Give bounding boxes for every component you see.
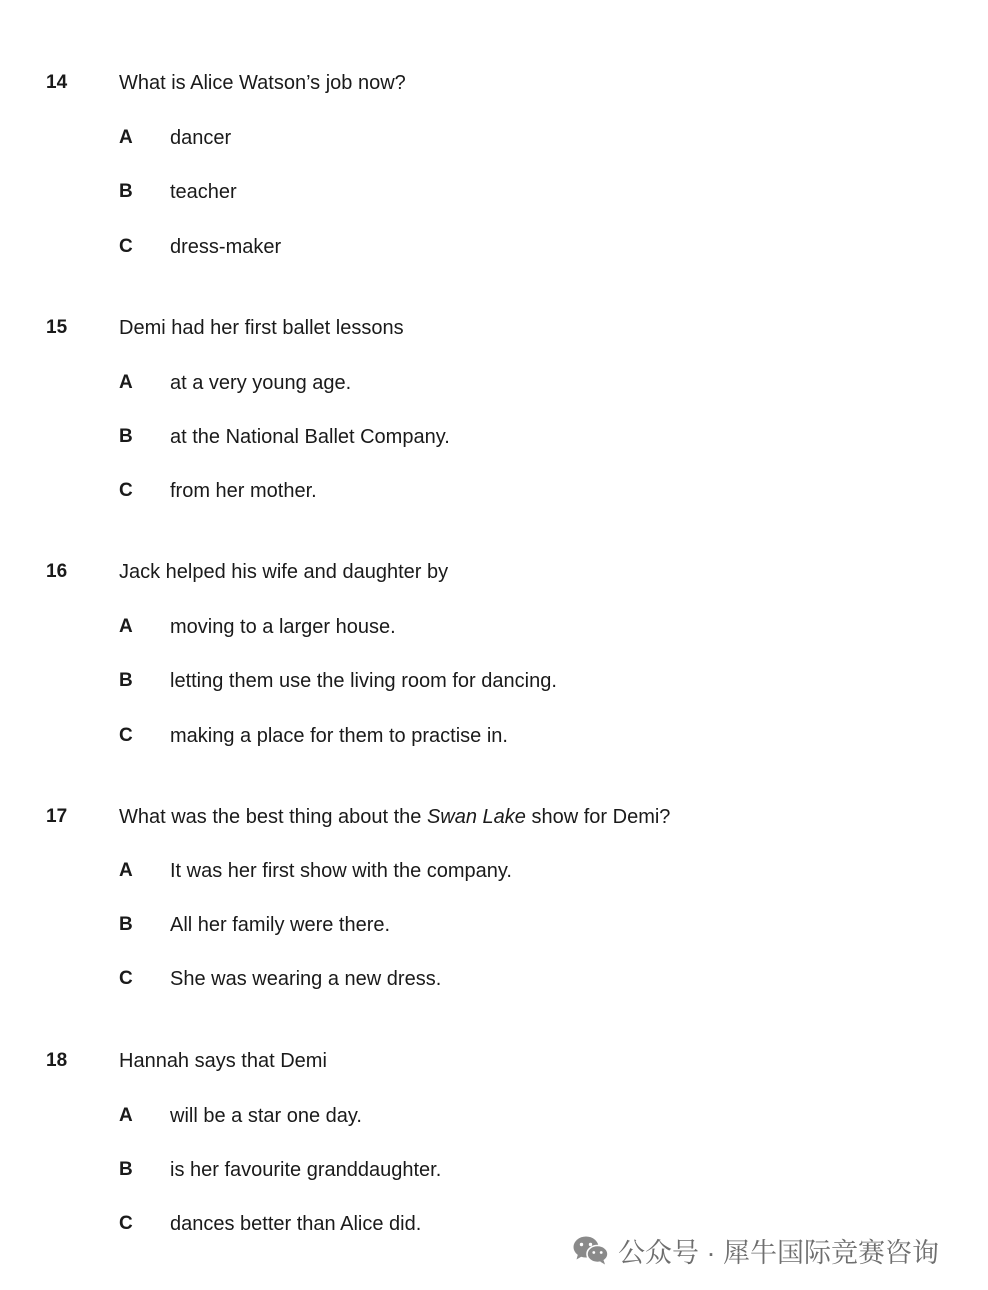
- option-letter: C: [119, 968, 133, 989]
- option-a[interactable]: [0, 615, 988, 639]
- option-a[interactable]: [0, 371, 988, 395]
- option-letter: B: [119, 426, 133, 447]
- option-letter: C: [119, 725, 133, 746]
- option-letter: C: [119, 236, 133, 257]
- option-letter: A: [119, 127, 133, 148]
- option-c[interactable]: [0, 235, 988, 259]
- option-text: letting them use the living room for dancing.: [170, 670, 557, 692]
- option-text: She was wearing a new dress.: [170, 968, 442, 990]
- watermark-text: 公众号 · 犀牛国际竞赛咨询: [618, 1237, 939, 1268]
- option-b[interactable]: [0, 669, 988, 693]
- option-letter: B: [119, 1159, 133, 1180]
- option-text: at a very young age.: [170, 372, 352, 394]
- question-text: Hannah says that Demi: [119, 1050, 327, 1072]
- question-number: 14: [46, 72, 68, 93]
- wechat-icon: [572, 1234, 610, 1266]
- option-letter: A: [119, 860, 133, 881]
- option-text: from her mother.: [170, 480, 317, 502]
- question-text: Jack helped his wife and daughter by: [119, 561, 449, 583]
- option-a[interactable]: [0, 1104, 988, 1128]
- option-letter: C: [119, 480, 133, 501]
- option-text: at the National Ballet Company.: [170, 426, 450, 448]
- italic-title: Swan Lake: [426, 806, 526, 828]
- option-letter: B: [119, 181, 133, 202]
- option-a[interactable]: [0, 126, 988, 150]
- option-text: will be a star one day.: [170, 1105, 362, 1127]
- option-a[interactable]: [0, 859, 988, 883]
- option-b[interactable]: [0, 1158, 988, 1182]
- option-c[interactable]: [0, 479, 988, 503]
- question-text: What is Alice Watson’s job now?: [119, 72, 406, 94]
- question-number: 17: [46, 806, 68, 827]
- option-letter: C: [119, 1213, 133, 1234]
- option-text: It was her first show with the company.: [170, 860, 512, 882]
- option-b[interactable]: [0, 425, 988, 449]
- question-number: 15: [46, 317, 68, 338]
- question-text: Demi had her first ballet lessons: [119, 317, 404, 339]
- option-text: dancer: [170, 127, 232, 149]
- option-letter: A: [119, 372, 133, 393]
- option-letter: B: [119, 670, 133, 691]
- option-letter: A: [119, 616, 133, 637]
- option-text: making a place for them to practise in.: [170, 725, 508, 747]
- option-b[interactable]: [0, 913, 988, 937]
- option-text: teacher: [170, 181, 237, 203]
- question-text: What was the best thing about the Swan Lake show for Demi?: [119, 806, 671, 828]
- option-c[interactable]: [0, 967, 988, 991]
- question-number: 18: [46, 1050, 68, 1071]
- option-c[interactable]: [0, 724, 988, 748]
- watermark: [572, 1233, 939, 1267]
- option-text: dress-maker: [170, 236, 282, 258]
- option-b[interactable]: [0, 180, 988, 204]
- option-text: dances better than Alice did.: [170, 1213, 422, 1235]
- question-number: 16: [46, 561, 68, 582]
- option-letter: A: [119, 1105, 133, 1126]
- option-letter: B: [119, 914, 133, 935]
- option-text: is her favourite granddaughter.: [170, 1159, 442, 1181]
- option-text: moving to a larger house.: [170, 616, 396, 638]
- option-text: All her family were there.: [170, 914, 391, 936]
